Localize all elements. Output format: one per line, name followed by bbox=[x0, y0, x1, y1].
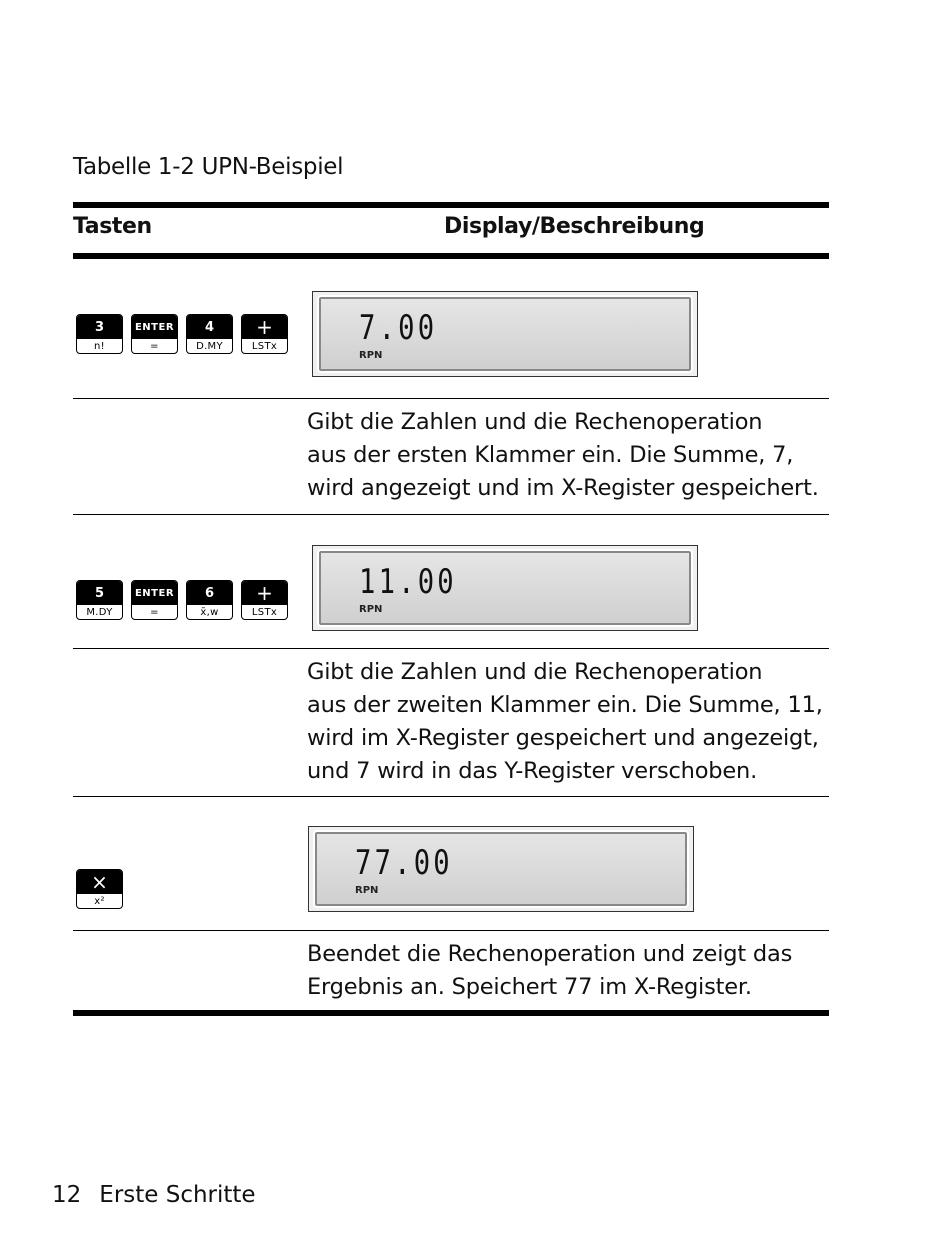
description-2: Gibt die Zahlen und die Rechenoperation aus der zweiten Klammer ein. Die Summe, 11, wird im X-Register gespeichert und angezeigt, und 7 wird in das Y-Register verschoben. bbox=[307, 659, 823, 784]
row-divider bbox=[73, 930, 829, 931]
page-footer bbox=[52, 1182, 274, 1208]
lcd-display-3 bbox=[308, 826, 694, 912]
description-3: Beendet die Rechenoperation und zeigt das Ergebnis an. Speichert 77 im X-Register. bbox=[307, 941, 793, 1000]
header-keys: Tasten bbox=[73, 214, 152, 239]
key-sequence-1 bbox=[76, 314, 288, 354]
row-divider bbox=[73, 398, 829, 399]
row-divider bbox=[73, 796, 829, 797]
key-sequence-3 bbox=[76, 869, 123, 909]
section-title: Erste Schritte bbox=[99, 1182, 256, 1208]
row-divider bbox=[73, 514, 829, 515]
description-1: Gibt die Zahlen und die Rechenoperation aus der ersten Klammer ein. Die Summe, 7, wird angezeigt und im X-Register gespeichert. bbox=[307, 409, 819, 501]
key-3: 3 n! bbox=[76, 314, 123, 354]
key-enter: ENTER = bbox=[131, 580, 178, 620]
page-number: 12 bbox=[52, 1182, 82, 1208]
lcd-mode: RPN bbox=[359, 604, 383, 615]
key-plus: + LSTx bbox=[241, 580, 288, 620]
key-4: 4 D.MY bbox=[186, 314, 233, 354]
lcd-display-2 bbox=[312, 545, 698, 631]
key-sequence-2 bbox=[76, 580, 288, 620]
row-divider bbox=[73, 648, 829, 649]
table-top-rule bbox=[73, 202, 829, 208]
table-bottom-rule bbox=[73, 1010, 829, 1016]
key-enter: ENTER = bbox=[131, 314, 178, 354]
lcd-value: 7.00 bbox=[359, 308, 438, 348]
header-display: Display/Beschreibung bbox=[444, 214, 705, 239]
lcd-value: 11.00 bbox=[359, 562, 457, 602]
lcd-mode: RPN bbox=[355, 885, 379, 896]
key-6: 6 x̄,w bbox=[186, 580, 233, 620]
header-bottom-rule bbox=[73, 253, 829, 259]
key-plus: + LSTx bbox=[241, 314, 288, 354]
key-5: 5 M.DY bbox=[76, 580, 123, 620]
key-multiply: × x² bbox=[76, 869, 123, 909]
lcd-display-1 bbox=[312, 291, 698, 377]
lcd-mode: RPN bbox=[359, 350, 383, 361]
table-caption: Tabelle 1-2 UPN-Beispiel bbox=[73, 154, 344, 180]
lcd-value: 77.00 bbox=[355, 843, 453, 883]
